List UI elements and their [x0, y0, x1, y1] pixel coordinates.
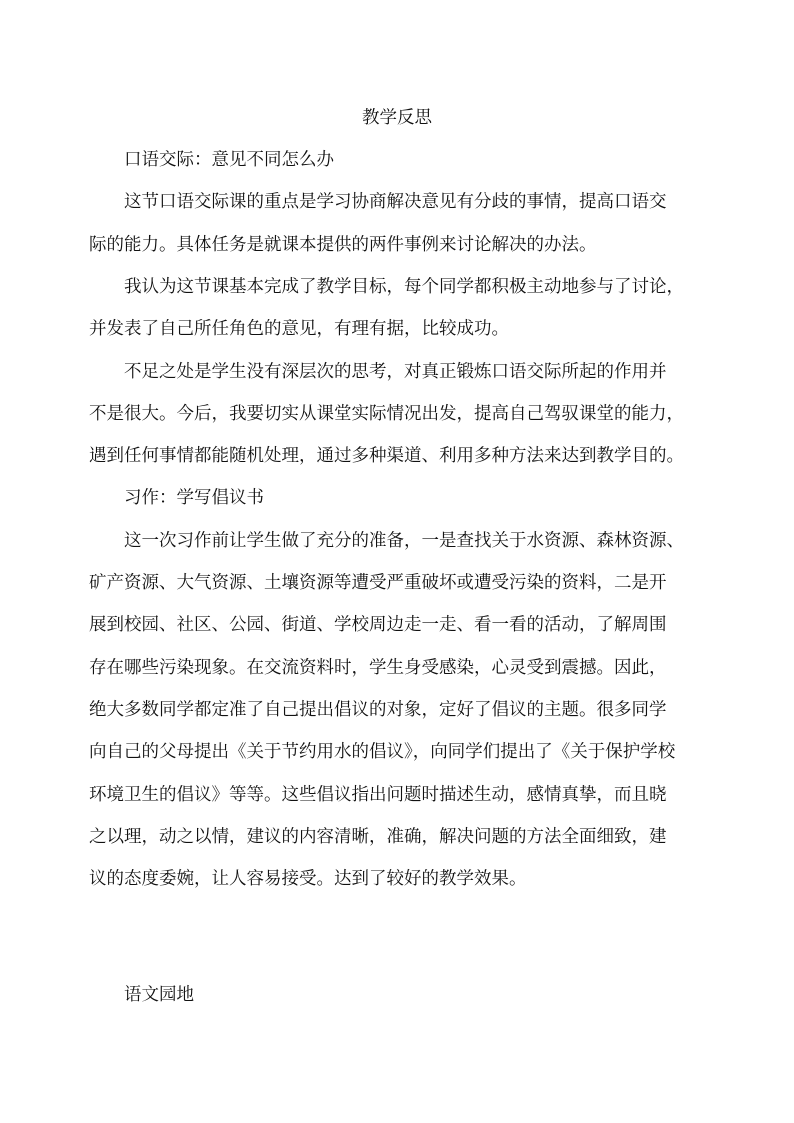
paragraph-line: 这一次习作前让学生做了充分的准备，一是查找关于水资源、森林资源、	[124, 531, 684, 551]
paragraph-line: 我认为这节课基本完成了教学目标，每个同学都积极主动地参与了讨论，	[124, 277, 684, 297]
paragraph-line: 存在哪些污染现象。在交流资料时，学生身受感染，心灵受到震撼。因此，	[89, 658, 667, 678]
section-heading-oral-communication: 口语交际：意见不同怎么办	[124, 150, 334, 170]
paragraph-line: 矿产资源、大气资源、土壤资源等遭受严重破坏或遭受污染的资料，二是开	[89, 573, 667, 593]
paragraph-line: 不是很大。今后，我要切实从课堂实际情况出发，提高自己驾驭课堂的能力，	[89, 404, 684, 424]
paragraph-line: 向自己的父母提出《关于节约用水的倡议》，向同学们提出了《关于保护学校	[89, 742, 676, 762]
paragraph-line: 遇到任何事情都能随机处理，通过多种渠道、利用多种方法来达到教学目的。	[89, 446, 684, 466]
paragraph-line: 并发表了自己所任角色的意见，有理有据，比较成功。	[89, 319, 509, 339]
section-heading-writing: 习作：学写倡议书	[124, 488, 264, 508]
section-heading-chinese-garden: 语文园地	[124, 985, 194, 1005]
paragraph-line: 不足之处是学生没有深层次的思考，对真正锻炼口语交际所起的作用并	[124, 362, 667, 382]
paragraph-line: 展到校园、社区、公园、街道、学校周边走一走、看一看的活动，了解周围	[89, 615, 667, 635]
paragraph-line: 之以理，动之以情，建议的内容清晰，准确，解决问题的方法全面细致，建	[89, 827, 667, 847]
document-title: 教学反思	[362, 108, 432, 128]
paragraph-line: 绝大多数同学都定准了自己提出倡议的对象，定好了倡议的主题。很多同学	[89, 700, 667, 720]
paragraph-line: 议的态度委婉，让人容易接受。达到了较好的教学效果。	[89, 869, 527, 889]
paragraph-line: 际的能力。具体任务是就课本提供的两件事例来讨论解决的办法。	[89, 235, 597, 255]
paragraph-line: 这节口语交际课的重点是学习协商解决意见有分歧的事情，提高口语交	[124, 192, 667, 212]
paragraph-line: 环境卫生的倡议》等等。这些倡议指出问题时描述生动，感情真挚，而且晓	[89, 785, 667, 805]
